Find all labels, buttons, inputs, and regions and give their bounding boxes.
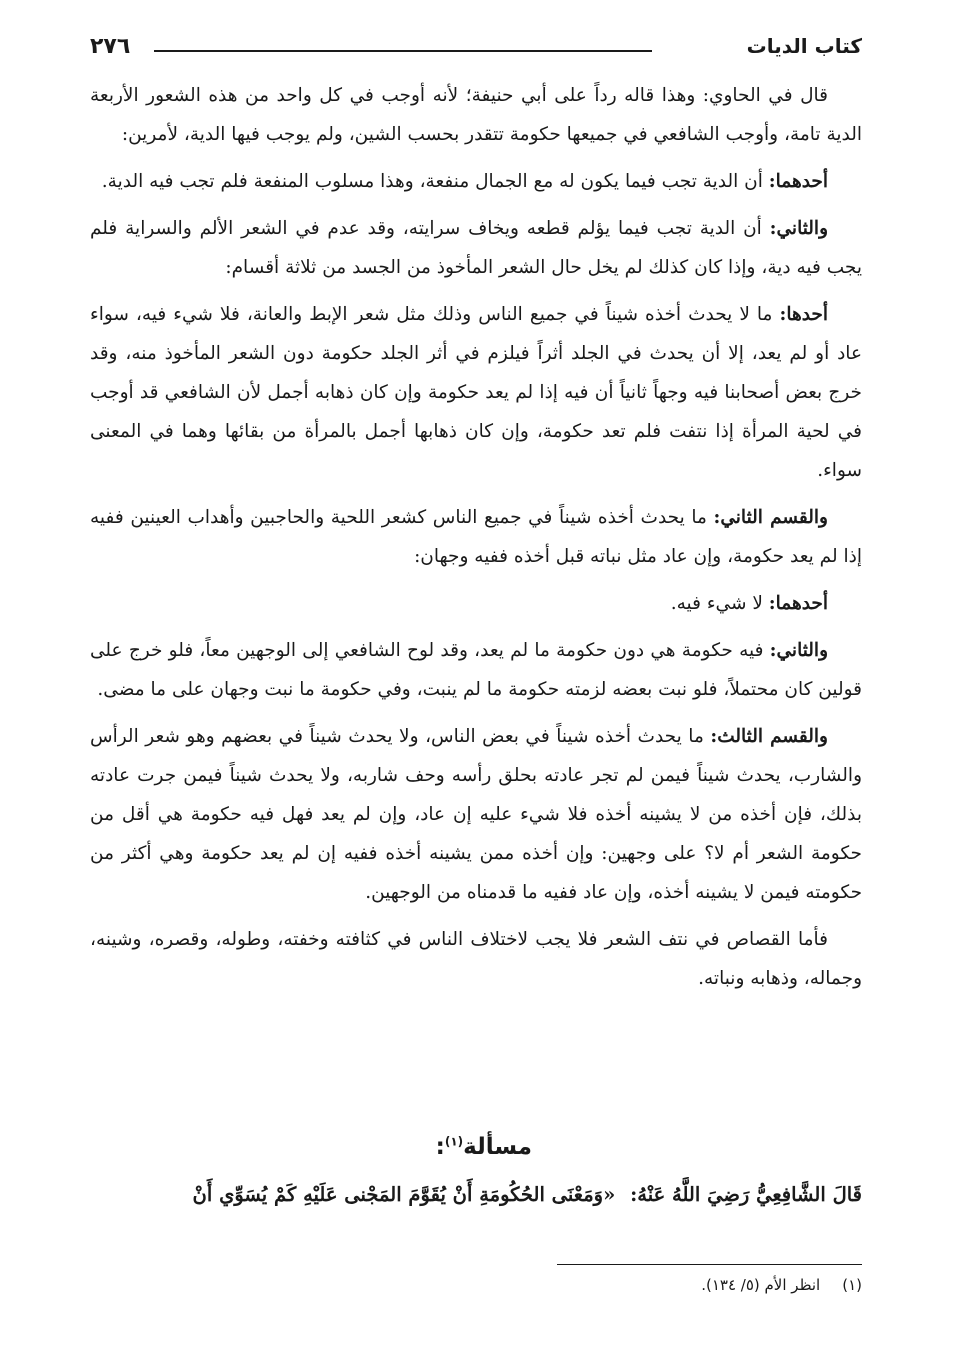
paragraph-text: لا شيء فيه.	[670, 593, 769, 614]
paragraph-lead: والثاني:	[769, 218, 828, 239]
paragraph	[90, 920, 862, 998]
page-header	[90, 28, 862, 68]
header-rule	[154, 50, 652, 52]
paragraph-text: قال في الحاوي: وهذا قاله رداً على أبي حنيفة؛ لأنه أوجب في كل واحد من هذه الشعور الأربعة الدية تامة، وأوجب الشافعي في جميعها حكومة تتقدر بحسب الشين، ولم يوجب فيها الدية، لأمرين:	[90, 85, 862, 145]
footnote-text: انظر الأم (٥/ ١٣٤).	[701, 1276, 821, 1294]
section-heading	[436, 1134, 532, 1160]
paragraph-lead: والقسم الثالث:	[710, 726, 828, 747]
footnote-mark: (١)	[842, 1276, 862, 1294]
paragraph	[90, 76, 862, 154]
paragraph-lead: أحدهما:	[768, 593, 828, 614]
paragraph-text: فأما القصاص في نتف الشعر فلا يجب لاختلاف الناس في كثافته وخفته، وطوله، وقصره، وشينه، وجماله، وذهابه ونباته.	[90, 929, 862, 989]
paragraph-text: فيه حكومة هي دون حكومة ما لم يعد، وقد لوح الشافعي إلى الوجهين معاً، فلو خرج على قولين كان محتملاً، فلو نبت بعضه لزمته حكومة ما لم ينبت، وفي حكومة ما نبت وجهان على ما مضى.	[90, 640, 862, 700]
paragraph-text: ما لا يحدث أخذه شيناً في جميع الناس وذلك مثل شعر الإبط والعانة، فلا شيء فيه، سواء عاد أو لم يعد، إلا أن يحدث في الجلد أثراً فيلزم في أثر الجلد حكومة دون الشعر المأخوذ منه، وقد خرج بعض أصحابنا فيه وجهاً ثانياً أن فيه إذا لم يعد حكومة وإن كان ذهابه أجمل لأن الشافعي قد أوجب في لحية المرأة إذا نتفت فلم تعد حكومة، وإن كان ذهابها أجمل بالمرأة من بقائها وهما في المعنى سواء.	[90, 304, 862, 481]
paragraph-text: أن الدية تجب فيما يؤلم قطعه ويخاف سرايته، وقد عدم في الشعر الألم والسراية فلم يجب فيه دية، وإذا كان كذلك لم يخل حال الشعر المأخوذ من الجسد من ثلاثة أقسام:	[90, 218, 862, 278]
paragraph	[90, 162, 862, 201]
quote-speaker: قَالَ الشَّافِعِيُّ رَضِيَ اللَّهُ عَنْهُ:	[630, 1183, 862, 1206]
paragraph-text: ما يحدث أخذه شيناً في جميع الناس كشعر اللحية والحاجبين وأهداب العينين ففيه إذا لم يعد حكومة، وإن عاد مثل نباته قبل أخذه ففيه وجهان:	[90, 507, 862, 567]
paragraph	[90, 717, 862, 912]
paragraph	[90, 209, 862, 287]
paragraph	[90, 584, 862, 623]
paragraph-lead: أحدهما:	[768, 171, 828, 192]
page-number: ٢٧٦	[90, 34, 131, 59]
paragraph	[90, 631, 862, 709]
footnote-reference[interactable]: (١)	[444, 1134, 464, 1149]
footnote	[701, 1276, 862, 1294]
paragraph-text: أن الدية تجب فيما يكون له مع الجمال منفعة، وهذا مسلوب المنفعة فلم تجب فيه الدية.	[101, 171, 769, 192]
paragraph-lead: والقسم الثاني:	[713, 507, 828, 528]
body-text	[90, 76, 862, 1006]
quoted-statement	[90, 1177, 862, 1213]
paragraph	[90, 295, 862, 490]
footnote-rule	[557, 1264, 862, 1265]
paragraph-lead: والثاني:	[769, 640, 828, 661]
quote-text: «وَمَعْنَى الحُكُومَةِ أَنْ يُقَوَّمَ المَجْنى عَلَيْهِ كَمْ يُسَوِّي أَنْ	[192, 1183, 616, 1206]
section-heading-text: مسألة	[463, 1134, 532, 1160]
section-heading-colon: :	[435, 1134, 445, 1160]
paragraph-lead: أحدها:	[779, 304, 828, 325]
paragraph-text: ما يحدث أخذه شيناً في بعض الناس، ولا يحدث شيناً في بعضهم وهو شعر الرأس والشارب، يحدث شيناً فيمن لم تجر عادته بحلق رأسه وحف شاربه، ولا يحدث شيناً فيمن جرت عادته بذلك، فإن أخذه من لا يشينه أخذه فلا شيء عليه إن عاد، وإن لم يعد فهل فيه حكومة هي أقل من حكومة الشعر أم لا؟ على وجهين: وإن أخذه ممن يشينه أخذه ففيه إن لم يعد حكومة وهي أكثر من حكومته فيمن لا يشينه أخذه، وإن عاد ففيه ما قدمناه من الوجهين.	[90, 726, 862, 903]
chapter-title: كتاب الديات	[746, 34, 862, 58]
paragraph	[90, 498, 862, 576]
